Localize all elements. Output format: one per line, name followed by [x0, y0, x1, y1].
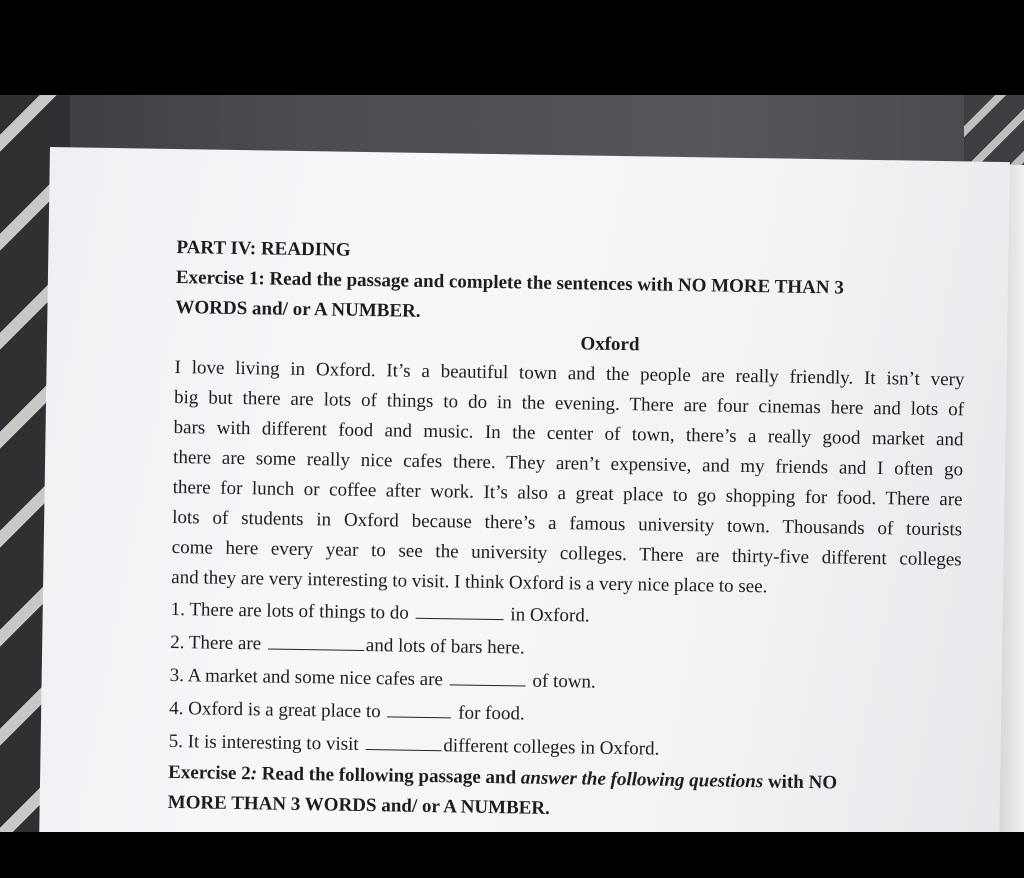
exercise2-colon: :: [250, 763, 258, 785]
question-2-before: 2. There are: [170, 631, 262, 655]
answer-blank-1[interactable]: [416, 600, 504, 620]
exercise2-instruction-italic: answer the following questions: [520, 767, 764, 793]
question-4-after: for food.: [458, 702, 525, 725]
answer-blank-2[interactable]: [268, 630, 364, 651]
exercise2-instruction-a: Read the following passage and: [256, 763, 522, 789]
exercise1-instruction-b: WORDS and/ or A NUMBER.: [175, 296, 421, 322]
question-5-after: different colleges in Oxford.: [443, 735, 660, 760]
passage-line-2: big but there are lots of things to do in the evening. There are four cinemas here and lots of: [173, 386, 965, 421]
passage-line-5: there for lunch or coffee after work. It’s also a great place to go shopping for food. There are: [172, 476, 963, 511]
passage-line-6: lots of students in Oxford because there’s a famous university town. Thousands of tourists: [172, 506, 963, 541]
passage-line-1: I love living in Oxford. It’s a beautiful town and the people are really friendly. It isn’t very: [174, 356, 965, 391]
worksheet-content: [167, 233, 966, 830]
exercise2-label: Exercise 2: [168, 761, 251, 785]
answer-blank-4[interactable]: [387, 698, 451, 718]
passage-line-7: come here every year to see the university colleges. There are thirty-five different colleges: [171, 536, 962, 571]
question-4-before: 4. Oxford is a great place to: [169, 697, 381, 723]
passage-title: Oxford: [580, 333, 640, 356]
part-title: PART IV: READING: [176, 236, 351, 261]
exercise2-instruction-c: MORE THAN 3 WORDS and/ or A NUMBER.: [167, 791, 551, 819]
answer-blank-5[interactable]: [365, 731, 441, 751]
question-3-after: of town.: [532, 670, 596, 693]
passage-line-4: there are some really nice cafes there. They aren’t expensive, and my friends and I often go: [172, 446, 964, 481]
photo-background: [0, 95, 1024, 832]
question-1-after: in Oxford.: [510, 604, 590, 627]
question-5-before: 5. It is interesting to visit: [168, 730, 359, 755]
worksheet-page: [39, 147, 1010, 832]
exercise1-instruction-a: Read the passage and complete the sentences with NO MORE THAN 3: [264, 268, 845, 299]
question-2-after: and lots of bars here.: [365, 635, 525, 659]
passage-line-3: bars with different food and music. In the center of town, there’s a really good market and: [173, 416, 964, 451]
exercise1-label: Exercise 1:: [175, 266, 265, 290]
answer-blank-3[interactable]: [450, 666, 526, 686]
question-1-before: 1. There are lots of things to do: [170, 598, 410, 624]
exercise2-instruction-b: with NO: [763, 771, 838, 794]
question-3-before: 3. A market and some nice cafes are: [169, 664, 444, 691]
passage-line-8: and they are very interesting to visit. I think Oxford is a very nice place to see.: [171, 566, 768, 598]
